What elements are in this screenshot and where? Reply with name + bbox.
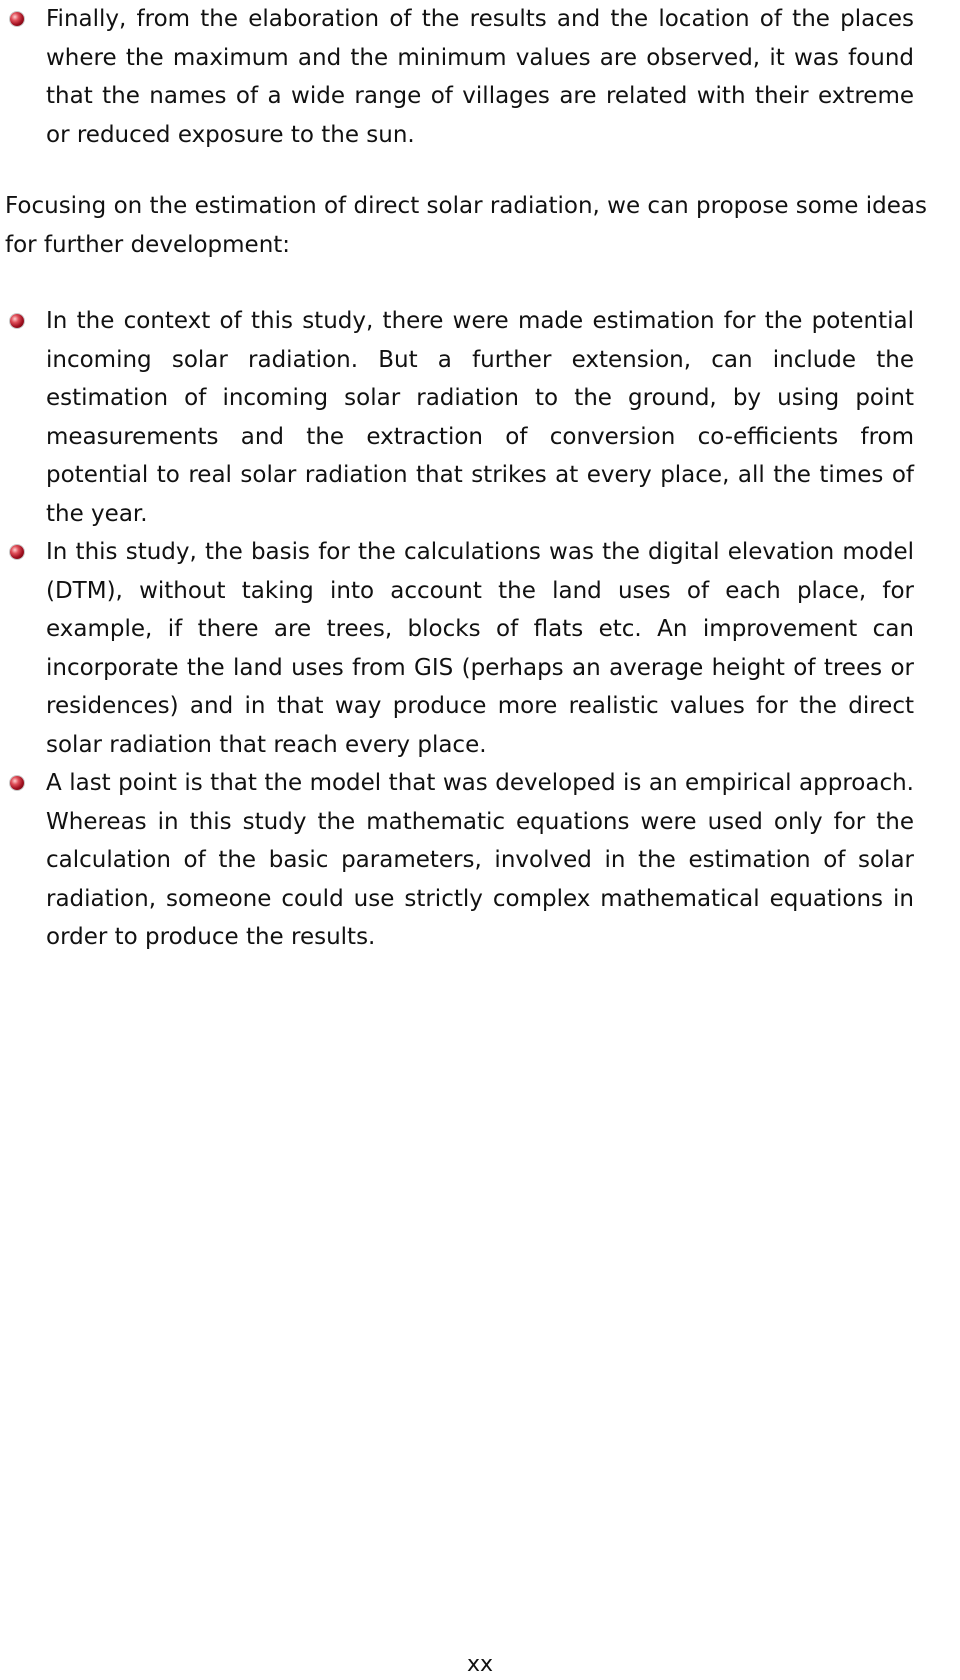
list-item-text: In this study, the basis for the calculations was the digital elevation model (DTM), without taking into account the land uses of each place, for example, if there are trees, blocks of flats etc. An improvement can incorporate the land uses from GIS (perhaps an average height of trees or residences) and in that way produce more realistic values for the direct solar radiation that reach every place.: [46, 539, 914, 758]
bullet-icon: [10, 12, 24, 26]
list-item: [0, 764, 914, 957]
list-item-text: Finally, from the elaboration of the results and the location of the places where the maximum and the minimum values are observed, it was found that the names of a wide range of villages are related with their extreme or reduced exposure to the sun.: [46, 6, 914, 148]
list-item-text: In the context of this study, there were made estimation for the potential incoming solar radiation. But a further extension, can include the estimation of incoming solar radiation to the ground, by using point measurements and the extraction of conversion co-efficients from potential to real solar radiation that strikes at every place, all the times of the year.: [46, 308, 914, 527]
bullet-icon: [10, 314, 24, 328]
list-item: [0, 533, 914, 764]
development-ideas-list: [0, 302, 914, 957]
intro-list: [0, 0, 914, 154]
page-number: xx: [466, 1652, 494, 1677]
list-item: [0, 0, 914, 154]
list-item-text: A last point is that the model that was developed is an empirical approach. Whereas in this study the mathematic equations were used only for the calculation of the basic parameters, involved in the estimation of solar radiation, someone could use strictly complex mathematical equations in order to produce the results.: [46, 770, 914, 950]
list-item: [0, 302, 914, 533]
bullet-icon: [10, 545, 24, 559]
bullet-icon: [10, 776, 24, 790]
body-paragraph: Focusing on the estimation of direct solar radiation, we can propose some ideas for further development:: [5, 193, 927, 258]
